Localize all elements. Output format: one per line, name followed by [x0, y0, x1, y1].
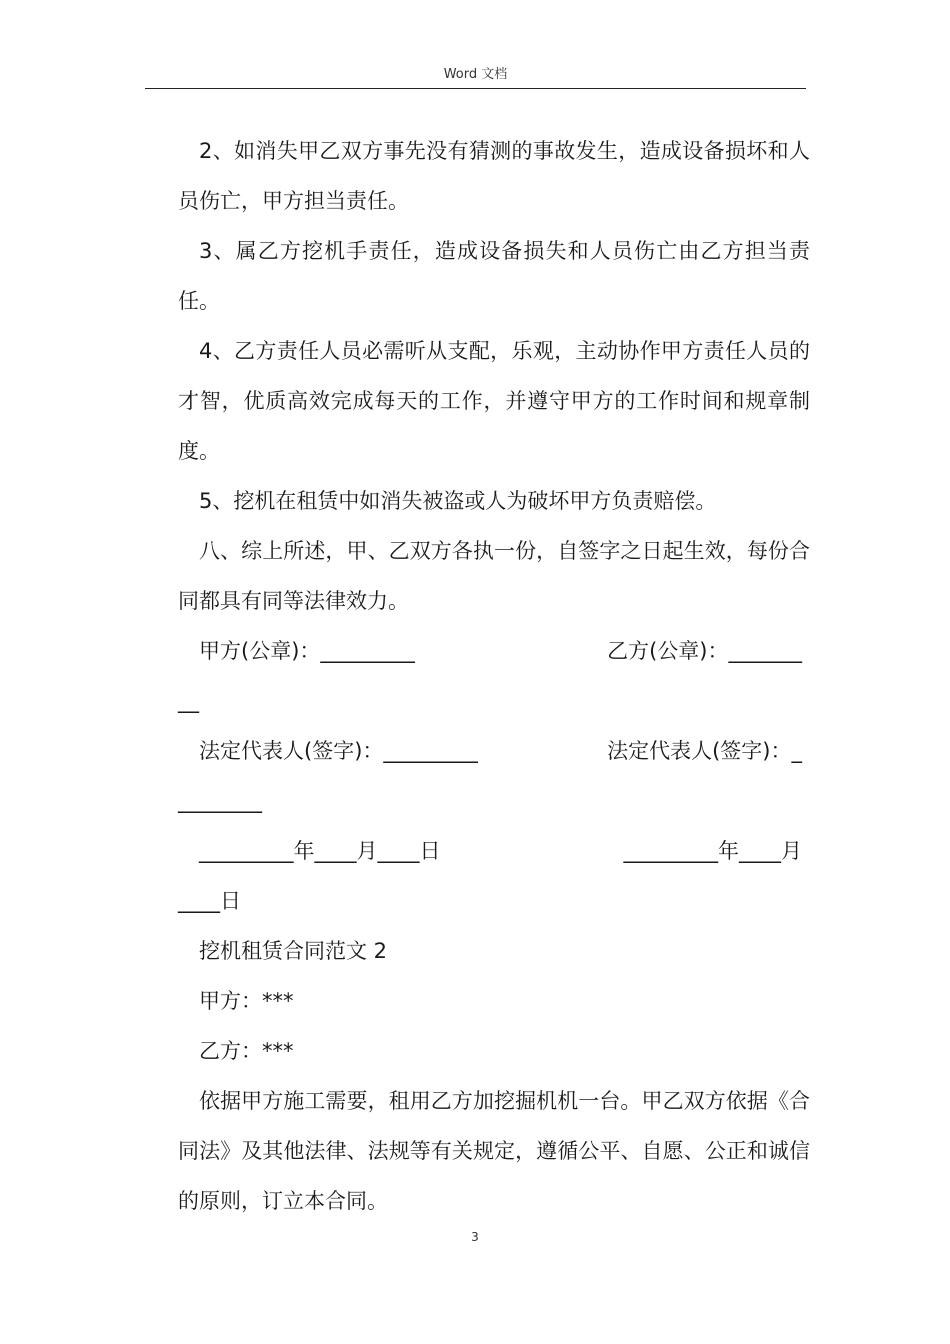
contract-2-title: 挖机租赁合同范文 2	[199, 939, 388, 963]
date-row	[178, 826, 810, 876]
party-a-date: _________年____月____日	[199, 839, 441, 863]
contract-2-intro: 依据甲方施工需要，租用乙方加挖掘机机一台。甲乙双方依据《合同法》及其他法律、法规等有关规定，遵循公平、自愿、公正和诚信的原则，订立本合同。	[178, 1089, 810, 1213]
contract-2-party-b: 乙方：***	[199, 1039, 294, 1063]
contract-2-party-a: 甲方：***	[199, 989, 294, 1013]
clause-2: 2、如消失甲乙双方事先没有猜测的事故发生，造成设备损坏和人员伤亡，甲方担当责任。	[178, 139, 810, 213]
clause-5: 5、挖机在租赁中如消失被盗或人为破坏甲方负责赔偿。	[199, 489, 717, 513]
representative-row	[178, 726, 810, 776]
party-b-date: _________年____月	[623, 839, 802, 863]
party-a-representative: 法定代表人(签字)：_________	[199, 739, 478, 763]
clause-eight: 八、综上所述，甲、乙双方各执一份，自签字之日起生效，每份合同都具有同等法律效力。	[178, 539, 810, 613]
party-b-representative: 法定代表人(签字)：_	[607, 739, 802, 763]
document-body	[178, 126, 810, 1226]
party-b-date-continuation: ____日	[178, 889, 241, 913]
page-number: 3	[471, 1230, 479, 1244]
party-b-seal-continuation: __	[178, 689, 199, 713]
page-header: Word 文档	[145, 64, 806, 89]
party-a-seal: 甲方(公章)：_________	[199, 639, 415, 663]
party-b-representative-continuation: ________	[178, 789, 262, 813]
clause-4: 4、乙方责任人员必需听从支配，乐观，主动协作甲方责任人员的才智，优质高效完成每天的工作，并遵守甲方的工作时间和规章制度。	[178, 339, 810, 463]
clause-3: 3、属乙方挖机手责任，造成设备损失和人员伤亡由乙方担当责任。	[178, 239, 810, 313]
seal-row	[178, 626, 810, 676]
party-b-seal: 乙方(公章)：_______	[607, 639, 802, 663]
